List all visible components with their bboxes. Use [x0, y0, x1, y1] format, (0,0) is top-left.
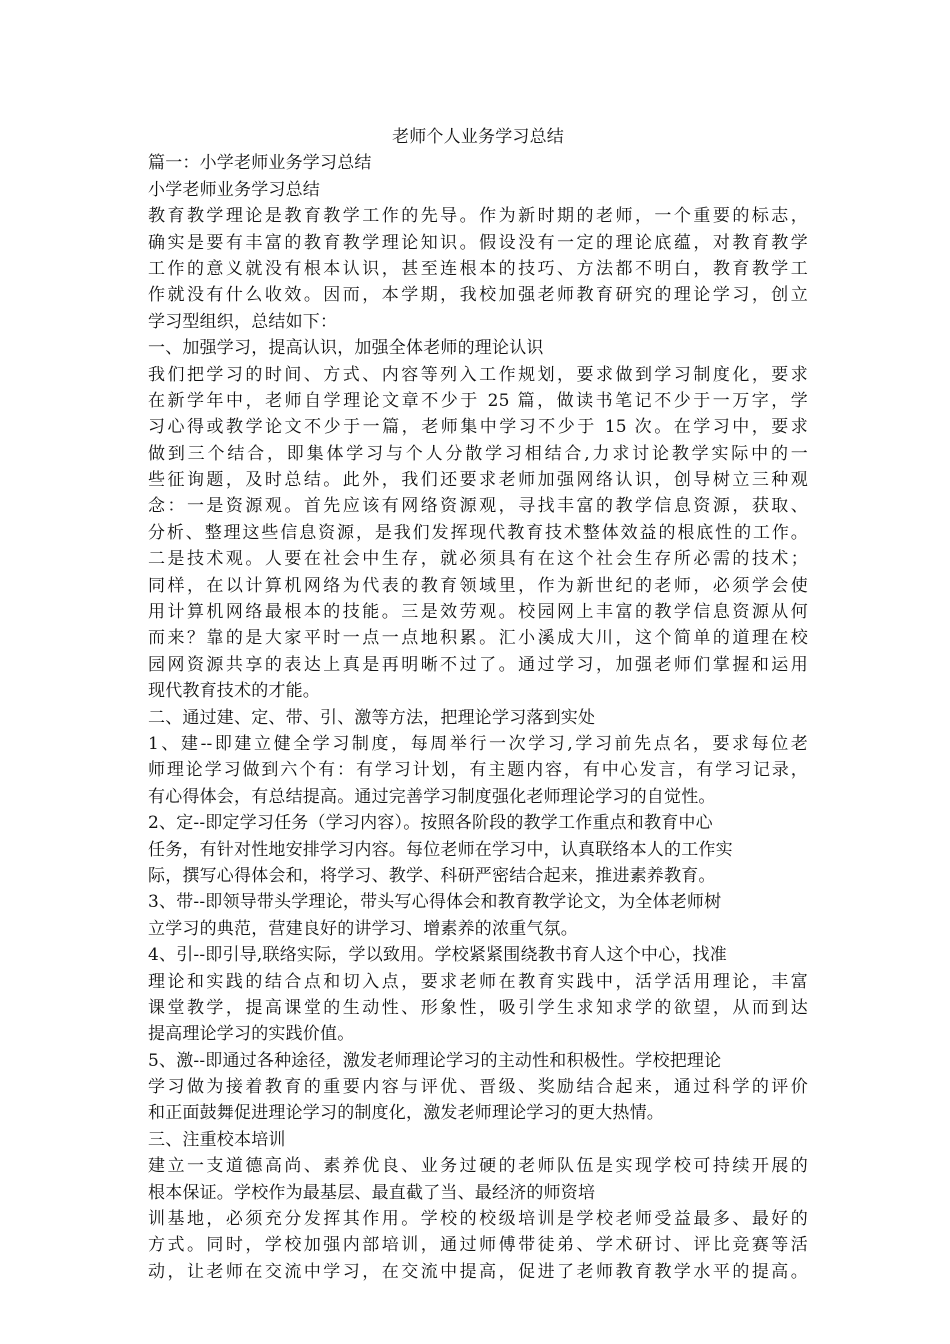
- text-line: 学习做为接着教育的重要内容与评优、晋级、奖励结合起来，通过科学的评价: [148, 1077, 808, 1098]
- text-line: 小学老师业务学习总结: [148, 179, 320, 200]
- text-line: 一、加强学习，提高认识，加强全体老师的理论认识: [148, 338, 544, 359]
- text-line: 三、注重校本培训: [148, 1129, 286, 1150]
- text-line: 在新学年中，老师自学理论文章不少于 25 篇，做读书笔记不少于一万字，学: [148, 390, 808, 411]
- text-line: 做到三个结合，即集体学习与个人分散学习相结合,力求讨论教学实际中的一: [148, 443, 808, 464]
- text-line: 现代教育技术的才能。: [148, 681, 320, 702]
- document-body: [148, 124, 808, 1285]
- text-line: 些征询题，及时总结。此外，我们还要求老师加强网络认识，创导树立三种观: [148, 470, 808, 491]
- text-line: 4、引--即引导,联络实际，学以致用。学校紧紧围绕教书育人这个中心，找准: [148, 945, 727, 966]
- text-line: 篇一：小学老师业务学习总结: [148, 153, 372, 174]
- text-line: 教育教学理论是教育教学工作的先导。作为新时期的老师，一个重要的标志，: [148, 206, 808, 227]
- text-line: 而来？靠的是大家平时一点一点地积累。汇小溪成大川，这个简单的道理在校: [148, 628, 808, 649]
- text-line: 1、建--即建立健全学习制度，每周举行一次学习,学习前先点名，要求每位老: [148, 733, 808, 754]
- text-line: 动，让老师在交流中学习，在交流中提高，促进了老师教育教学水平的提高。: [148, 1261, 808, 1282]
- text-line: 3、带--即领导带头学理论，带头写心得体会和教育教学论文，为全体老师树: [148, 892, 722, 913]
- text-line: 际，撰写心得体会和，将学习、教学、科研严密结合起来，推进素养教育。: [148, 865, 716, 886]
- text-line: 课堂教学，提高课堂的生动性、形象性，吸引学生求知求学的欲望，从而到达: [148, 997, 808, 1018]
- text-line: 确实是要有丰富的教育教学理论知识。假设没有一定的理论底蕴，对教育教学: [148, 232, 808, 253]
- text-line: 二、通过建、定、带、引、激等方法，把理论学习落到实处: [148, 707, 596, 728]
- text-line: 分析、整理这些信息资源，是我们发挥现代教育技术整体效益的根底性的工作。: [148, 522, 808, 543]
- text-line: 我们把学习的时间、方式、内容等列入工作规划，要求做到学习制度化，要求: [148, 364, 808, 385]
- text-line: 有心得体会，有总结提高。通过完善学习制度强化老师理论学习的自觉性。: [148, 786, 716, 807]
- text-line: 训基地，必须充分发挥其作用。学校的校级培训是学校老师受益最多、最好的: [148, 1209, 808, 1230]
- text-line: 5、激--即通过各种途径，激发老师理论学习的主动性和积极性。学校把理论: [148, 1050, 722, 1071]
- document-title: 老师个人业务学习总结: [392, 127, 564, 147]
- text-line: 方式。同时，学校加强内部培训，通过师傅带徒弟、学术研讨、评比竞赛等活: [148, 1235, 808, 1256]
- text-line: 任务，有针对性地安排学习内容。每位老师在学习中，认真联络本人的工作实: [148, 839, 733, 860]
- text-line: 园网资源共享的表达上真是再明晰不过了。通过学习，加强老师们掌握和运用: [148, 654, 808, 675]
- text-line: 作就没有什么收效。因而，本学期，我校加强老师教育研究的理论学习，创立: [148, 285, 808, 306]
- text-line: 学习型组织，总结如下：: [148, 311, 338, 332]
- text-line: 念：一是资源观。首先应该有网络资源观，寻找丰富的教学信息资源，获取、: [148, 496, 808, 517]
- text-line: 理论和实践的结合点和切入点，要求老师在教育实践中，活学活用理论，丰富: [148, 971, 808, 992]
- text-line: 2、定--即定学习任务（学习内容）。按照各阶段的教学工作重点和教育中心: [148, 813, 713, 834]
- text-line: 提高理论学习的实践价值。: [148, 1024, 355, 1045]
- text-line: 习心得或教学论文不少于一篇，老师集中学习不少于 15 次。在学习中，要求: [148, 417, 808, 438]
- text-line: 师理论学习做到六个有：有学习计划，有主题内容，有中心发言，有学习记录，: [148, 760, 808, 781]
- text-line: 工作的意义就没有根本认识，甚至连根本的技巧、方法都不明白，教育教学工: [148, 258, 808, 279]
- text-line: 同样，在以计算机网络为代表的教育领域里，作为新世纪的老师，必须学会使: [148, 575, 808, 596]
- text-line: 二是技术观。人要在社会中生存，就必须具有在这个社会生存所必需的技术；: [148, 549, 808, 570]
- text-line: 建立一支道德高尚、素养优良、业务过硬的老师队伍是实现学校可持续开展的: [148, 1156, 808, 1177]
- text-line: 根本保证。学校作为最基层、最直截了当、最经济的师资培: [148, 1182, 596, 1203]
- text-line: 和正面鼓舞促进理论学习的制度化，激发老师理论学习的更大热情。: [148, 1103, 664, 1124]
- text-line: 用计算机网络最根本的技能。三是效劳观。校园网上丰富的教学信息资源从何: [148, 602, 808, 623]
- text-line: 立学习的典范，营建良好的讲学习、增素养的浓重气氛。: [148, 918, 578, 939]
